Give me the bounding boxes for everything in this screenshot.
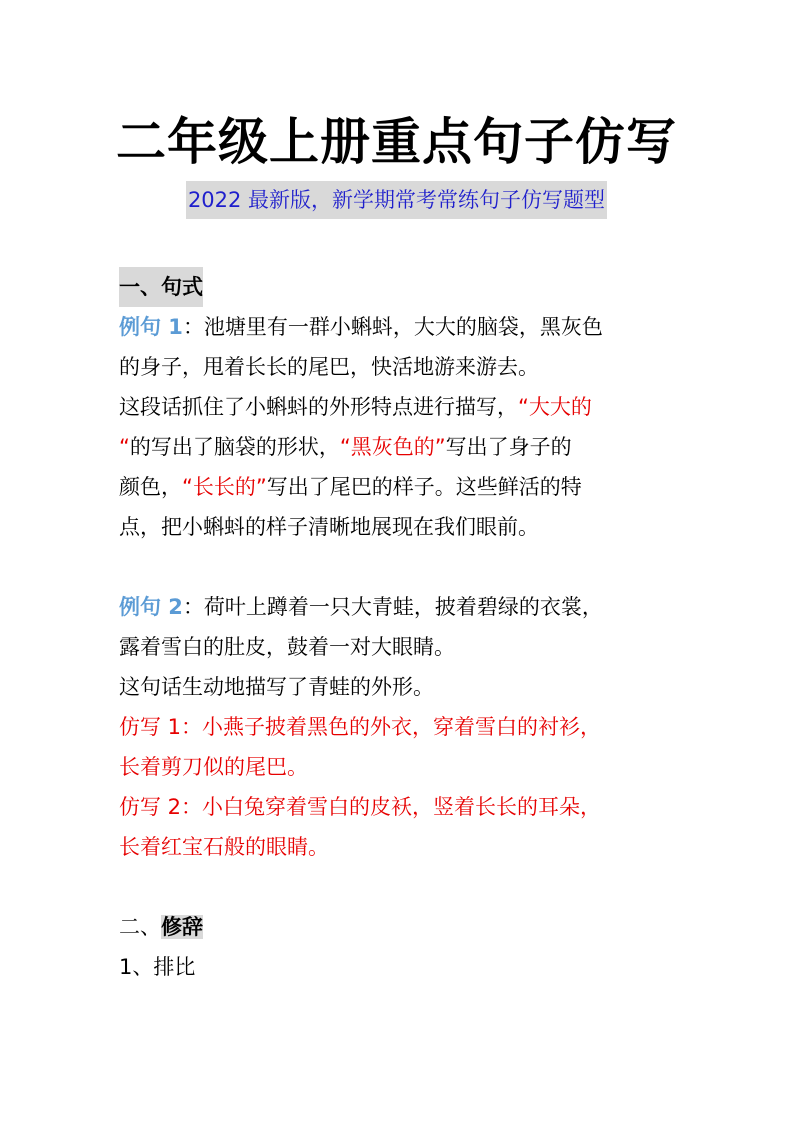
section-heading-rhetoric <box>119 907 679 947</box>
example-2-line-2: 露着雪白的肚皮，鼓着一对大眼睛。 <box>119 635 455 659</box>
analysis-1-text-3a: 颜色， <box>119 475 182 499</box>
imitation-1-line-2: 长着剪刀似的尾巴。 <box>119 755 308 779</box>
section-heading-main: 修辞 <box>161 915 203 939</box>
analysis-1-text-2a: 的写出了脑袋的形状， <box>129 435 340 459</box>
section-heading-sentence-patterns <box>119 267 679 307</box>
imitation-2-line-1: 仿写 2：小白兔穿着雪白的皮袄，竖着长长的耳朵， <box>119 795 602 819</box>
analysis-1-highlight-3: “长长的” <box>182 475 267 499</box>
example-2-analysis: 这句话生动地描写了青蛙的外形。 <box>119 675 434 699</box>
analysis-1-line-4: 点，把小蝌蚪的样子清晰地展现在我们眼前。 <box>119 515 539 539</box>
document-body <box>119 267 679 987</box>
analysis-1-highlight-1: “大大的 <box>518 395 592 419</box>
imitation-2-line-2: 长着红宝石般的眼睛。 <box>119 835 329 859</box>
analysis-1-line-1 <box>119 387 679 427</box>
paragraph-gap <box>119 867 679 907</box>
analysis-1-line-3 <box>119 467 679 507</box>
example-2-line-1 <box>119 587 679 627</box>
subtitle-container <box>0 181 793 219</box>
example-1-text-1: ：池塘里有一群小蝌蚪，大大的脑袋，黑灰色 <box>182 315 603 339</box>
page-subtitle: 2022 最新版，新学期常考常练句子仿写题型 <box>186 181 607 219</box>
section-heading-prefix: 二、 <box>119 915 161 939</box>
analysis-1-text-2b: 写出了身子的 <box>445 435 572 459</box>
rhetoric-item-1: 1、排比 <box>119 955 196 979</box>
paragraph-gap <box>119 547 679 587</box>
example-1-line-1 <box>119 307 679 347</box>
analysis-1-text-3b: 写出了尾巴的样子。这些鲜活的特 <box>266 475 582 499</box>
analysis-1-quote-mark: “ <box>119 435 130 459</box>
imitation-1-line-1: 仿写 1：小燕子披着黑色的外衣，穿着雪白的衬衫， <box>119 715 602 739</box>
page-title: 二年级上册重点句子仿写 <box>116 113 677 171</box>
example-2-text-1: ：荷叶上蹲着一只大青蛙，披着碧绿的衣裳， <box>182 595 603 619</box>
analysis-1-line-2 <box>119 427 679 467</box>
example-2-label: 例句 2 <box>119 595 183 619</box>
analysis-1-highlight-2: “黑灰色的” <box>339 435 446 459</box>
section-heading-text: 一、句式 <box>119 267 203 307</box>
analysis-1-text-1: 这段话抓住了小蝌蚪的外形特点进行描写， <box>119 395 518 419</box>
example-1-label: 例句 1 <box>119 315 183 339</box>
example-1-line-2: 的身子，甩着长长的尾巴，快活地游来游去。 <box>119 355 539 379</box>
